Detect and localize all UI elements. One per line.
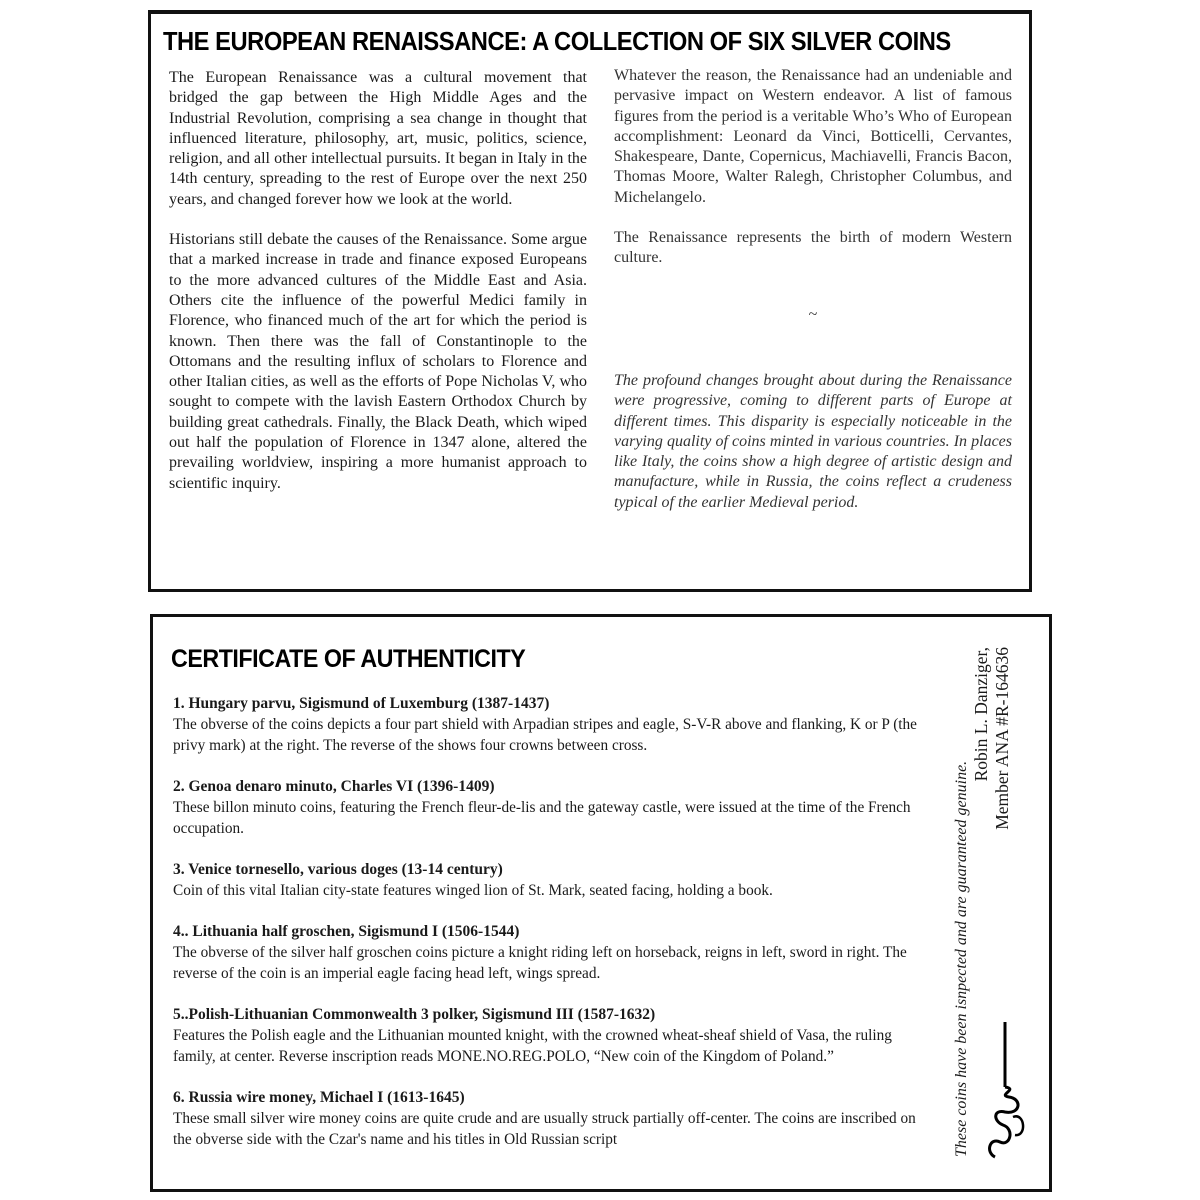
coin-description: The obverse of the silver half groschen coins picture a knight riding left on horseback, reigns in left, sword in right. The reverse of the coin is an imperial eagle facing head left, wings spread. bbox=[173, 944, 907, 982]
separator: ~ bbox=[808, 305, 818, 323]
coin-entry bbox=[173, 1087, 925, 1150]
right-column bbox=[614, 66, 1012, 533]
coin-entry bbox=[173, 693, 925, 756]
certificate-card bbox=[150, 614, 1052, 1192]
certificate-title: CERTIFICATE OF AUTHENTICITY bbox=[171, 645, 526, 673]
coin-heading: 1. Hungary parvu, Sigismund of Luxemburg (1387-1437) bbox=[173, 695, 550, 712]
coin-entry bbox=[173, 859, 925, 901]
coin-description: These billon minuto coins, featuring the French fleur-de-lis and the gateway castle, were issued at the time of the French occupation. bbox=[173, 799, 911, 837]
coin-heading: 5..Polish-Lithuanian Commonwealth 3 polker, Sigismund III (1587-1632) bbox=[173, 1006, 656, 1023]
left-column bbox=[169, 68, 587, 514]
coin-heading: 2. Genoa denaro minuto, Charles VI (1396-1409) bbox=[173, 778, 495, 795]
brochure-title: THE EUROPEAN RENAISSANCE: A COLLECTION OF SIX SILVER COINS bbox=[163, 28, 951, 56]
brochure-card bbox=[148, 10, 1032, 592]
coin-heading: 4.. Lithuania half groschen, Sigismund I (1506-1544) bbox=[173, 923, 520, 940]
coin-entry bbox=[173, 776, 925, 839]
coin-entry bbox=[173, 1004, 925, 1067]
coin-description: Coin of this vital Italian city-state features winged lion of St. Mark, seated facing, holding a book. bbox=[173, 882, 773, 899]
italic-paragraph: The profound changes brought about during the Renaissance were progressive, coming to different parts of Europe at different times. This disparity is especially noticeable in the varying quality of coins minted in various countries. In places like Italy, the coins show a high degree of artistic design and manufacture, while in Russia, the coins reflect a crudeness typical of the earlier Medieval period. bbox=[614, 371, 1012, 511]
paragraph: The Renaissance represents the birth of modern Western culture. bbox=[614, 229, 1012, 267]
coin-description: The obverse of the coins depicts a four part shield with Arpadian stripes and eagle, S-V-R above and flanking, K or P (the privy mark) at the right. The reverse of the shows four crowns between cross. bbox=[173, 716, 917, 754]
coin-heading: 6. Russia wire money, Michael I (1613-1645) bbox=[173, 1089, 465, 1106]
signature-icon bbox=[975, 1017, 1035, 1167]
guarantee-text: These coins have been isnpected and are guaranteed genuine. bbox=[953, 760, 970, 1157]
member-number: Member ANA #R-164636 bbox=[992, 647, 1012, 830]
coin-description: These small silver wire money coins are quite crude and are usually struck partially off-center. The coins are inscribed on the obverse side with the Czar's name and his titles in Old Russian script bbox=[173, 1110, 916, 1148]
coin-description: Features the Polish eagle and the Lithuanian mounted knight, with the crowned wheat-sheaf shield of Vasa, the ruling family, at center. Reverse inscription reads MONE.NO.REG.POLO, “New coin of the Kingdom of Poland.” bbox=[173, 1027, 892, 1065]
paragraph: Historians still debate the causes of the Renaissance. Some argue that a marked increase in trade and finance exposed Europeans to the more advanced cultures of the Middle East and Asia. Others cite the influence of the powerful Medici family in Florence, who financed much of the art for which the period is known. Then there was the fall of Constantinople to the Ottomans and the resulting influx of scholars to Florence and other Italian cities, as well as the efforts of Pope Nicholas V, who sought to compete with the lavish Eastern Orthodox Church by building great cathedrals. Finally, the Black Death, which wiped out half the population of Florence in 1347 alone, altered the prevailing worldview, inspiring a more humanist approach to scientific inquiry. bbox=[169, 231, 587, 492]
coin-list bbox=[173, 693, 925, 1170]
signer-name: Robin L. Danziger, bbox=[971, 647, 991, 782]
paragraph: Whatever the reason, the Renaissance had an undeniable and pervasive impact on Western endeavor. A list of famous figures from the period is a veritable Who’s Who of European accomplishment: Leonard da Vinci, Botticelli, Cervantes, Shakespeare, Dante, Copernicus, Machiavelli, Francis Bacon, Thomas Moore, Walter Ralegh, Christopher Columbus, and Michelangelo. bbox=[614, 67, 1012, 206]
coin-entry bbox=[173, 921, 925, 984]
coin-heading: 3. Venice tornesello, various doges (13-14 century) bbox=[173, 861, 503, 878]
paragraph: The European Renaissance was a cultural movement that bridged the gap between the High Middle Ages and the Industrial Revolution, comprising a sea change in thought that influenced literature, philosophy, art, music, politics, science, religion, and all other intellectual pursuits. It began in Italy in the 14th century, spreading to the rest of Europe over the next 250 years, and changed forever how we look at the world. bbox=[169, 69, 587, 208]
